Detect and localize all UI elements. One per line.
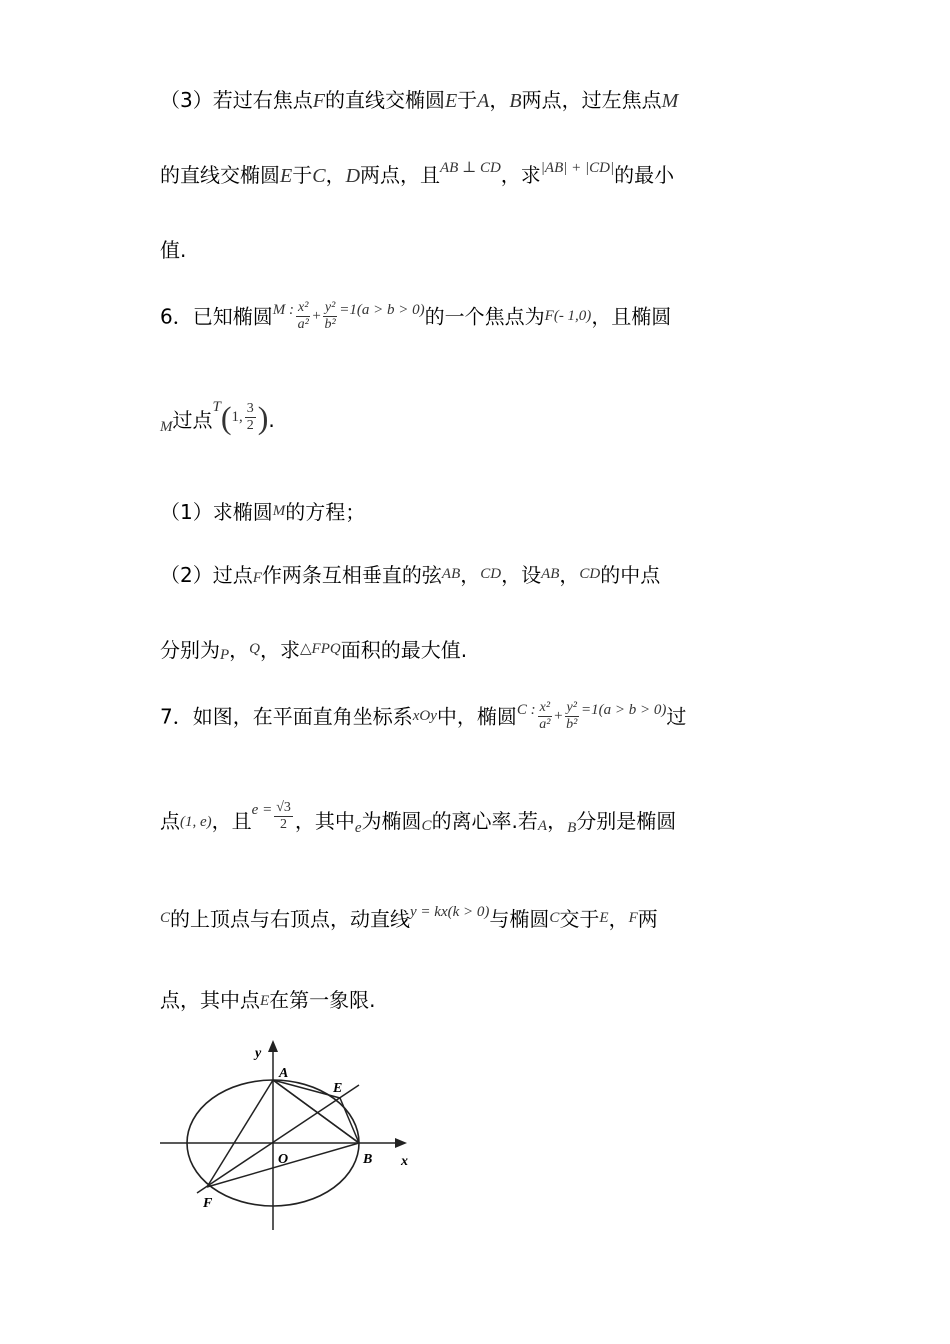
point-x: 1, (231, 409, 243, 425)
math-F: F (312, 90, 325, 112)
text: 的离心率.若 (431, 809, 538, 834)
math-condition: =1(a > b > 0) (580, 702, 667, 719)
text: 的直线交椭圆 (324, 88, 445, 112)
text: 面积的最大值. (340, 638, 468, 662)
text: 为椭圆 (361, 809, 422, 834)
math-E: E (280, 165, 293, 187)
plus: + (312, 308, 321, 325)
math-C: C (549, 910, 560, 926)
denominator: b² (324, 317, 336, 333)
text: 过点 (172, 408, 213, 432)
text: 分别为 (160, 638, 220, 662)
text: 在第一象限. (269, 988, 376, 1012)
q6-sub1 (160, 502, 365, 522)
plus: + (554, 708, 563, 725)
math-B: B (567, 820, 577, 837)
text: （3）若过右焦点 (160, 88, 313, 112)
math-M: M (661, 90, 679, 112)
q7-line2 (160, 800, 676, 836)
math-F: F (252, 570, 262, 586)
paren-close: ) (257, 399, 269, 436)
math-C: C : (516, 702, 536, 719)
text: ，求 (500, 163, 541, 187)
text: ， (547, 809, 568, 834)
text: 的最小 (614, 163, 675, 187)
text: ，其中 (294, 809, 355, 834)
math-T: T (212, 399, 221, 415)
math-Q: Q (249, 641, 261, 657)
math-C: C (160, 910, 171, 926)
numerator: y² (323, 300, 337, 317)
text: （2）过点 (160, 563, 253, 587)
text: 两点，过左焦点 (521, 88, 662, 112)
math-perpendicular: AB ⊥ CD (440, 160, 501, 176)
numerator: y² (565, 700, 579, 717)
math-CD: CD (579, 566, 601, 582)
math-A: A (477, 90, 490, 112)
math-point: (1, e) (180, 814, 212, 831)
paren-open: ( (220, 399, 232, 436)
math-triangle-FPQ: △FPQ (300, 641, 341, 657)
math-M: M : (272, 302, 294, 319)
q6-line1 (160, 300, 671, 333)
math-focus: F(- 1,0) (544, 308, 592, 325)
line-EF (197, 1085, 359, 1193)
math-P: P (220, 647, 230, 663)
text: ， (229, 638, 250, 662)
text: 过 (666, 704, 687, 729)
fraction-y2-b2 (565, 700, 579, 733)
label-F: F (203, 1196, 213, 1211)
math-CD: CD (480, 566, 502, 582)
label-O: O (278, 1152, 289, 1167)
fraction-3-2 (245, 401, 256, 434)
math-E: E (599, 910, 609, 926)
math-C: C (312, 165, 326, 187)
math-xOy: xOy (412, 708, 437, 725)
label-y: y (255, 1046, 262, 1061)
text: 分别是椭圆 (576, 809, 677, 834)
text: ，求 (260, 638, 301, 662)
math-A: A (537, 818, 548, 835)
text: ， (489, 88, 510, 112)
q7-line3 (160, 905, 658, 929)
label-B: B (363, 1152, 373, 1167)
label-x: x (401, 1154, 408, 1169)
denominator: b² (566, 717, 578, 733)
fraction-sqrt3-2 (274, 800, 293, 833)
math-e-equals: e = (251, 802, 273, 819)
q7-line1 (160, 700, 686, 733)
text: 的方程； (285, 500, 366, 524)
text: ， (559, 563, 580, 587)
q5-part3-line3 (160, 240, 186, 260)
q7-line4 (160, 990, 376, 1010)
q6-line2 (160, 400, 275, 435)
text: 两 (637, 907, 658, 931)
denominator: a² (539, 717, 551, 733)
denominator: a² (297, 317, 309, 333)
text: ， (325, 163, 346, 187)
math-B: B (509, 90, 522, 112)
question-number: 7．如图，在平面直角坐标系 (160, 704, 413, 729)
math-condition: =1(a > b > 0) (339, 302, 425, 319)
text: 的一个焦点为 (424, 304, 545, 329)
math-D: D (345, 165, 361, 187)
fraction-x2-a2 (538, 700, 552, 733)
math-F: F (628, 910, 638, 926)
numerator: x² (296, 300, 310, 317)
fraction-x2-a2 (296, 300, 310, 333)
numerator: √3 (274, 800, 293, 817)
math-M: M (272, 503, 286, 519)
text: ，且椭圆 (591, 304, 672, 329)
text: ， (460, 563, 481, 587)
label-E: E (333, 1081, 343, 1096)
text: 作两条互相垂直的弦 (261, 563, 442, 587)
text: （1）求椭圆 (160, 500, 273, 524)
text: 于 (292, 163, 313, 187)
math-sum-abs: |AB| + |CD| (540, 160, 615, 176)
math-C: C (421, 818, 432, 835)
ellipse-figure (155, 1035, 420, 1235)
math-AB: AB (441, 566, 461, 582)
text: 与椭圆 (489, 907, 550, 931)
text: 交于 (559, 907, 600, 931)
math-E: E (444, 90, 458, 112)
segment-AE (273, 1080, 343, 1098)
q6-sub2 (160, 565, 660, 586)
text: 于 (457, 88, 478, 112)
text: 两点，且 (360, 163, 441, 187)
text: 值. (160, 238, 187, 262)
math-line-equation: y = kx(k > 0) (410, 904, 490, 920)
math-e: e (354, 820, 362, 837)
q6-sub3 (160, 640, 467, 663)
label-A: A (279, 1066, 289, 1081)
fraction-y2-b2 (323, 300, 337, 333)
text: 的上顶点与右顶点，动直线 (170, 907, 411, 931)
text: ，且 (211, 809, 252, 834)
numerator: 3 (245, 401, 256, 418)
math-AB: AB (541, 566, 560, 582)
text: . (268, 408, 275, 432)
denominator: 2 (246, 418, 254, 433)
text: 的直线交椭圆 (160, 163, 280, 187)
math-M: M (160, 419, 173, 435)
q5-part3-line1 (160, 90, 678, 111)
q5-part3-line2 (160, 160, 675, 187)
denominator: 2 (280, 817, 288, 833)
math-E: E (260, 993, 270, 1009)
numerator: x² (538, 700, 552, 717)
question-number: 6．已知椭圆 (160, 304, 273, 329)
text: 点 (160, 809, 180, 834)
x-axis-arrow (395, 1138, 407, 1148)
text: ，设 (501, 563, 542, 587)
text: ， (608, 907, 629, 931)
text: 点，其中点 (160, 988, 260, 1012)
text: 中，椭圆 (436, 704, 517, 729)
y-axis-arrow (268, 1040, 278, 1052)
text: 的中点 (600, 563, 661, 587)
